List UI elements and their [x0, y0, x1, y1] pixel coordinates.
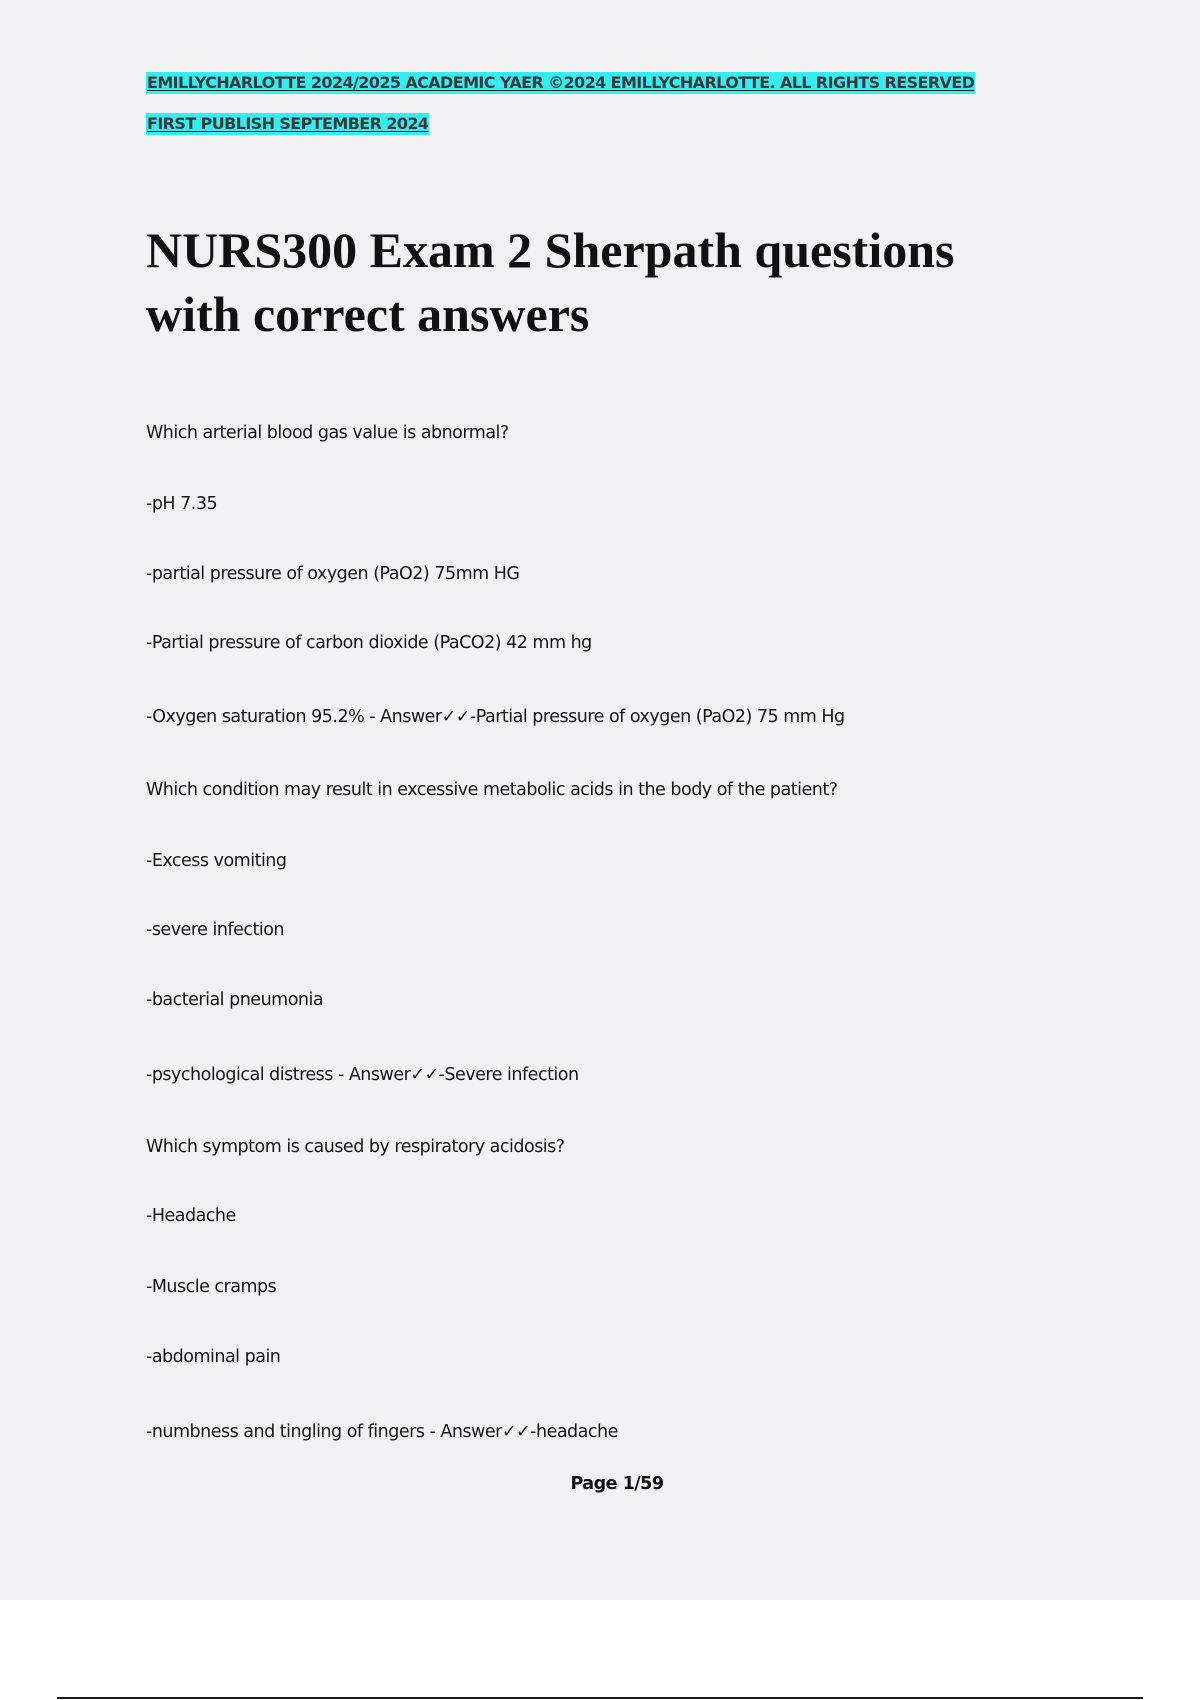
publish-date-line: FIRST PUBLISH SEPTEMBER 2024: [147, 114, 429, 133]
page-divider: [57, 1697, 1143, 1699]
answer-option: -Headache: [146, 1206, 236, 1226]
answer-option: -abdominal pain: [146, 1347, 281, 1367]
copyright-header: [146, 72, 975, 133]
copyright-line: EMILLYCHARLOTTE 2024/2025 ACADEMIC YAER ©2024 EMILLYCHARLOTTE. ALL RIGHTS RESERVED: [147, 73, 975, 92]
answer-option-with-key: -psychological distress - Answer✓✓-Severe infection: [146, 1065, 579, 1085]
answer-option: -bacterial pneumonia: [146, 990, 324, 1010]
answer-option: -partial pressure of oxygen (PaO2) 75mm HG: [146, 564, 520, 584]
question-prompt: Which symptom is caused by respiratory acidosis?: [146, 1137, 565, 1157]
page-number: Page 1/59: [570, 1474, 664, 1494]
answer-option: -pH 7.35: [146, 494, 218, 514]
answer-option-with-key: -Oxygen saturation 95.2% - Answer✓✓-Partial pressure of oxygen (PaO2) 75 mm Hg: [146, 707, 845, 727]
question-prompt: Which condition may result in excessive metabolic acids in the body of the patient?: [146, 780, 838, 800]
answer-option: -severe infection: [146, 920, 284, 940]
answer-option: -Muscle cramps: [146, 1277, 277, 1297]
answer-option: -Excess vomiting: [146, 851, 287, 871]
answer-option-with-key: -numbness and tingling of fingers - Answer✓✓-headache: [146, 1422, 618, 1442]
answer-option: -Partial pressure of carbon dioxide (PaCO2) 42 mm hg: [146, 633, 592, 653]
document-title: NURS300 Exam 2 Sherpath questions with correct answers: [146, 222, 955, 342]
question-prompt: Which arterial blood gas value is abnormal?: [146, 423, 509, 443]
